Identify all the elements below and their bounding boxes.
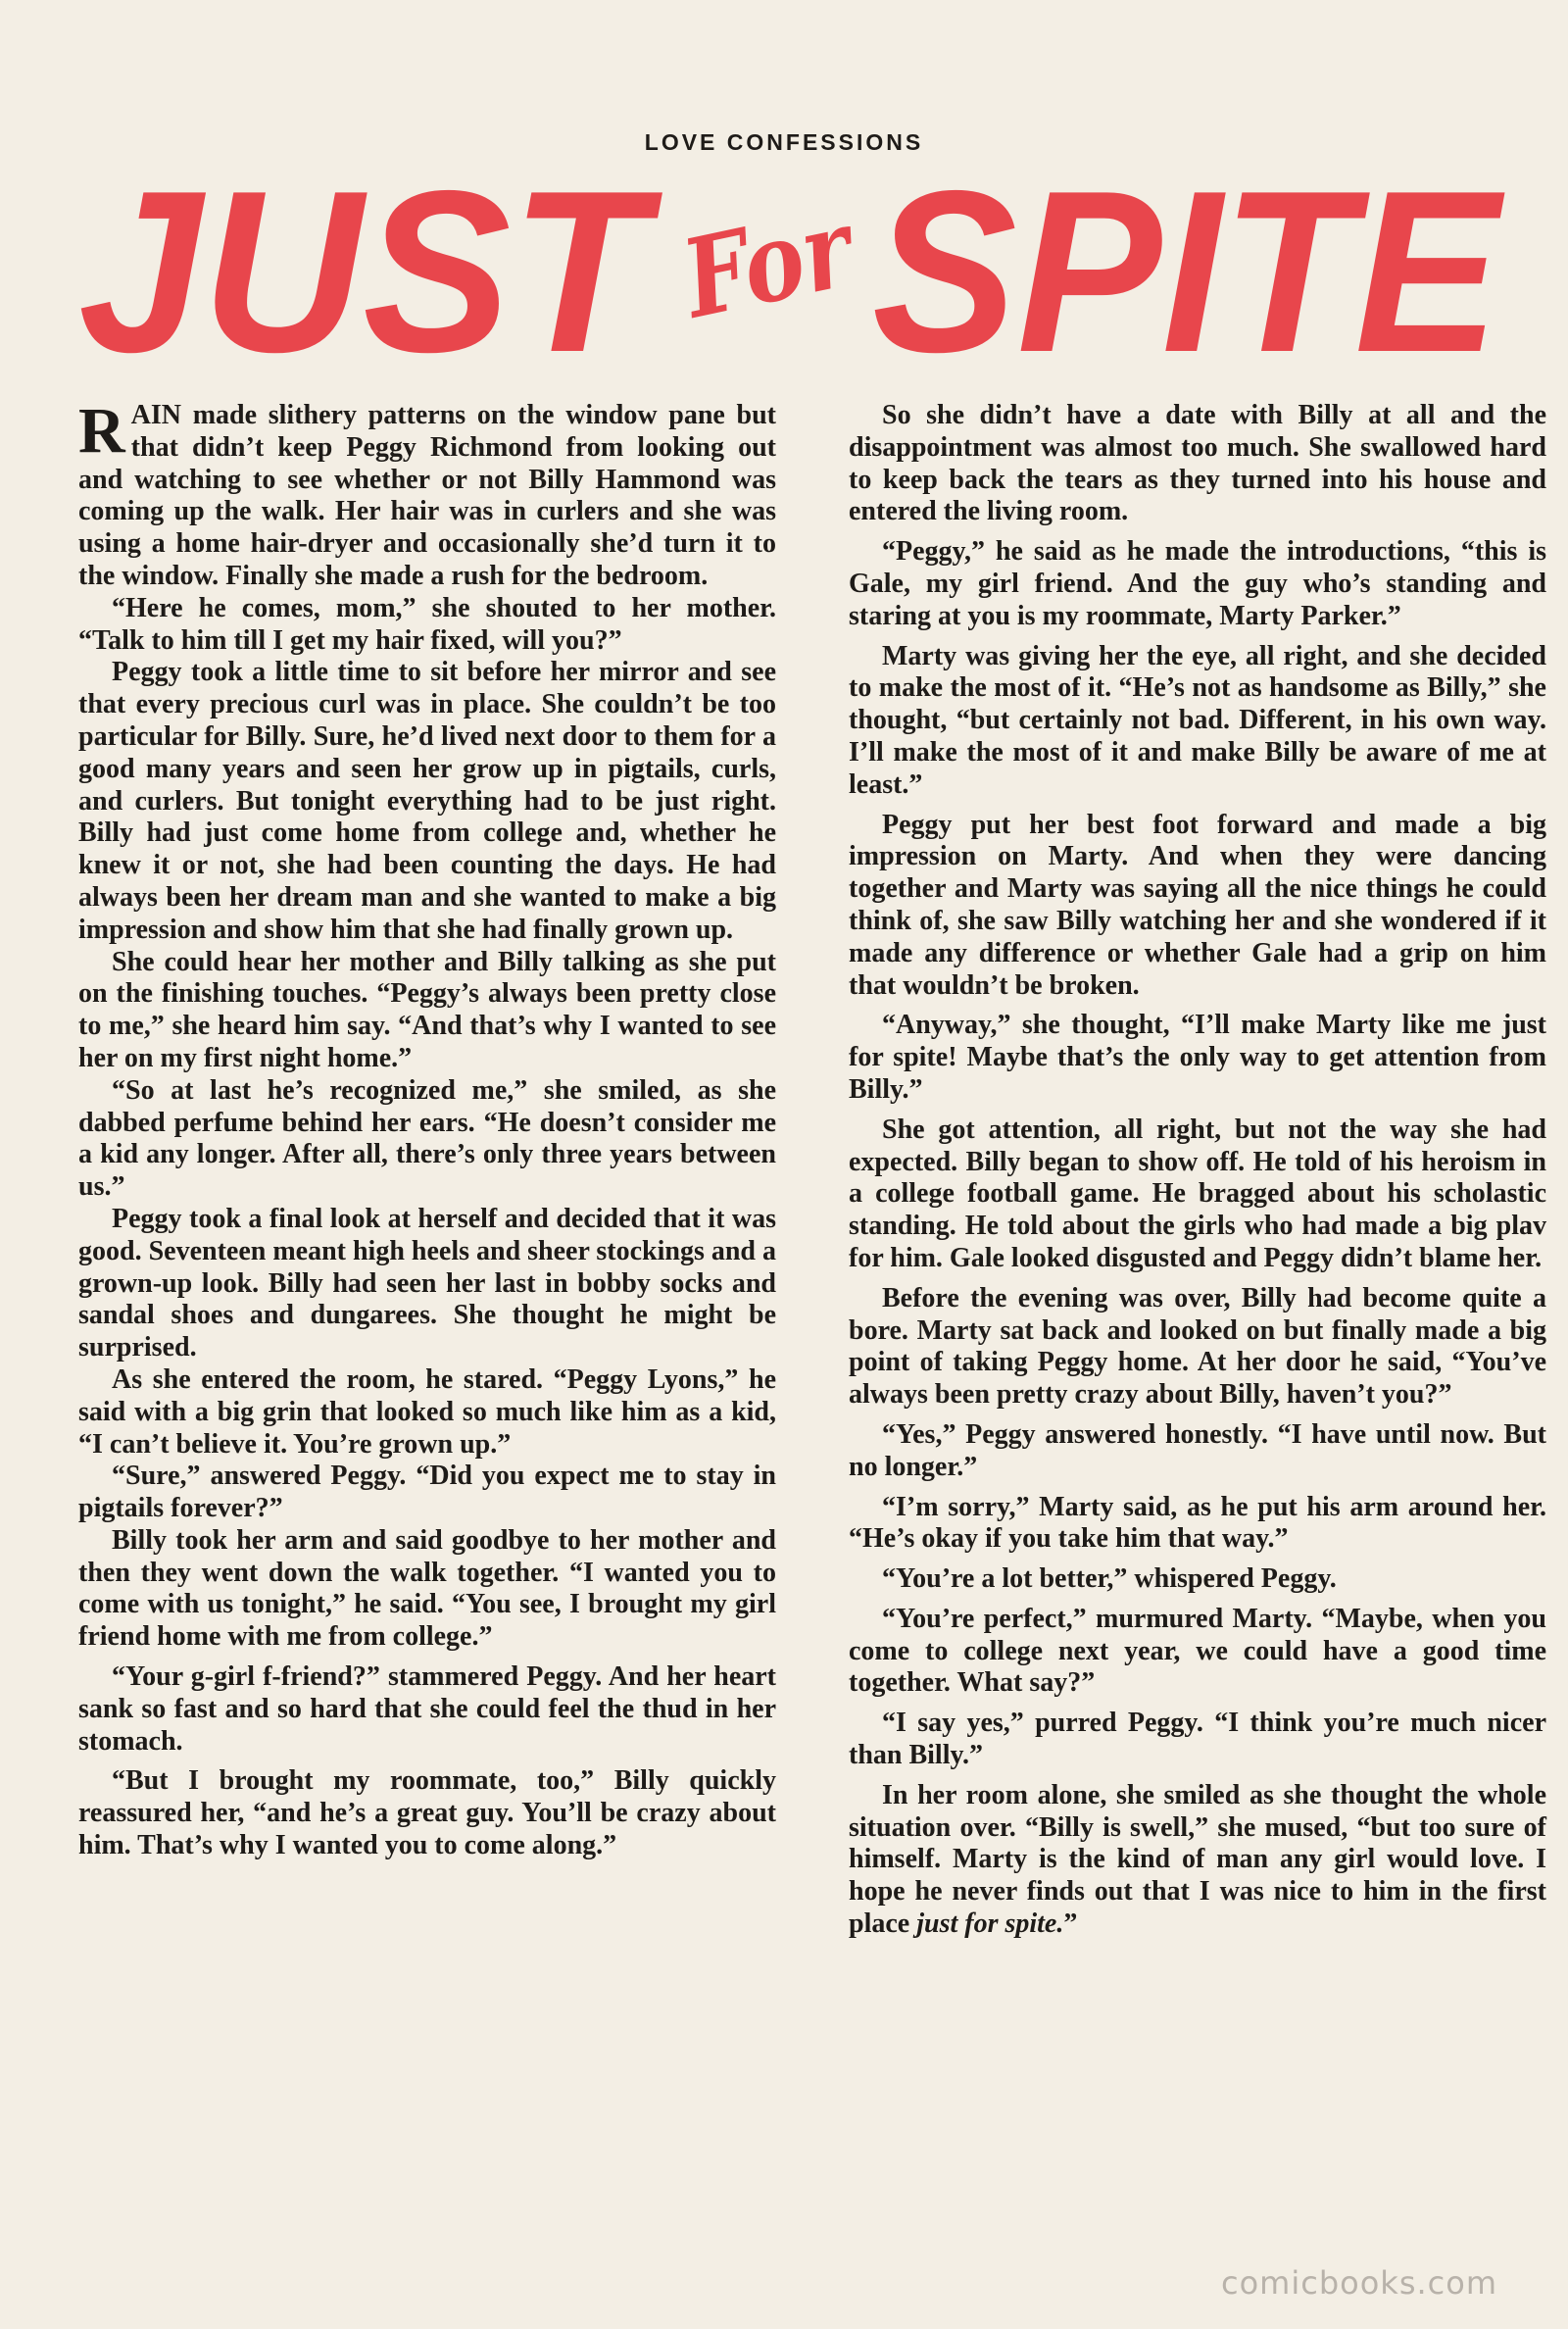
story-paragraph: So she didn’t have a date with Billy at all and the disappointment was almost too much. She swallowed hard to keep back the tears as they turned into his house and entered the living room. bbox=[849, 400, 1546, 527]
story-title bbox=[59, 155, 1529, 380]
story-paragraph: “Sure,” answered Peggy. “Did you expect me to stay in pigtails forever?” bbox=[78, 1461, 776, 1524]
title-word-just: JUST bbox=[78, 155, 663, 380]
story-paragraph-final: In her room alone, she smiled as she thought the whole situation over. “Billy is swell,” she mused, “but too sure of himself. Marty is the kind of man any girl would love. I hope he never finds out that I was nice to him in the first place just for spite.” bbox=[849, 1779, 1546, 1940]
story-paragraph: Before the evening was over, Billy had become quite a bore. Marty sat back and looked on but finally made a big point of taking Peggy home. At her door he said, “You’ve always been pretty crazy about Billy, haven’t you?” bbox=[849, 1282, 1546, 1411]
story-ending-italic: just for spite. bbox=[916, 1908, 1064, 1940]
story-column-left bbox=[78, 395, 777, 2184]
story-paragraph: “I’m sorry,” Marty said, as he put his arm around her. “He’s okay if you take him that way.” bbox=[849, 1491, 1546, 1555]
story-paragraph: “So at last he’s recognized me,” she smiled, as she dabbed perfume behind her ears. “He doesn’t consider me a kid any longer. After all, there’s only three years between us.” bbox=[78, 1074, 776, 1203]
story-paragraph: “You’re a lot better,” whispered Peggy. bbox=[882, 1563, 1337, 1595]
story-paragraph: Peggy took a final look at herself and decided that it was good. Seventeen meant high heels and sheer stockings and a grown-up look. Billy had seen her last in bobby socks and sandal shoes and dungarees. She thought he might be surprised. bbox=[78, 1203, 777, 1363]
story-paragraph: “I say yes,” purred Peggy. “I think you’re much nicer than Billy.” bbox=[849, 1708, 1546, 1771]
story-paragraph: “Here he comes, mom,” she shouted to her mother. “Talk to him till I get my hair fixed, will you?” bbox=[78, 592, 776, 656]
story-paragraph: Peggy put her best foot forward and made a big impression on Marty. And when they were dancing together and Marty was saying all the nice things he could think of, she saw Billy watching her and she wondered if it made any difference or whether Gale had a grip on him that wouldn’t be broken. bbox=[849, 809, 1546, 1001]
story-paragraph: “Anyway,” she thought, “I’ll make Marty like me just for spite! Maybe that’s the only way to get attention from Billy.” bbox=[849, 1010, 1546, 1105]
story-paragraph: RAIN made slithery patterns on the window pane but that didn’t keep Peggy Richmond from looking out and watching to see whether or not Billy Hammond was coming up the walk. Her hair was in curlers and she was using a home hair-dryer and occasionally she’d turn it to the window. Finally she made a rush for the bedroom. bbox=[78, 395, 776, 591]
magazine-header: LOVE CONFESSIONS bbox=[644, 129, 924, 155]
story-paragraph: As she entered the room, he stared. “Peggy Lyons,” he said with a big grin that looked so much like him as a kid, “I can’t believe it. You’re grown up.” bbox=[78, 1363, 776, 1460]
story-paragraph: “Yes,” Peggy answered honestly. “I have until now. But no longer.” bbox=[849, 1418, 1546, 1482]
story-paragraph: Marty was giving her the eye, all right, and she decided to make the most of it. “He’s not as handsome as Billy,” she thought, “but certainly not bad. Different, in his own way. I’ll make the most of it and make Billy be aware of me at least.” bbox=[849, 640, 1546, 800]
story-paragraph: “You’re perfect,” murmured Marty. “Maybe, when you come to college next year, we could have a good time together. What say?” bbox=[849, 1603, 1546, 1699]
story-paragraph: “Peggy,” he said as he made the introductions, “this is Gale, my girl friend. And the guy who’s standing and staring at you is my roommate, Marty Parker.” bbox=[849, 536, 1546, 631]
story-paragraph: Peggy took a little time to sit before her mirror and see that every precious curl was in place. She couldn’t be too particular for Billy. Sure, he’d lived next door to them for a good many years and seen her grow up in pigtails, curls, and curlers. But tonight everything had to be just right. Billy had just come home from college and, whether he knew it or not, she had been counting the days. He had always been her dream man and she wanted to make a big impression and show him that she had finally grown up. bbox=[78, 657, 776, 945]
title-word-spite: SPITE bbox=[872, 155, 1505, 380]
story-paragraph: “Your g-girl f-friend?” stammered Peggy. And her heart sank so fast and so hard that she could feel the thud in her stomach. bbox=[78, 1661, 776, 1757]
site-watermark: comicbooks.com bbox=[1220, 2264, 1497, 2302]
story-paragraph: She could hear her mother and Billy talking as she put on the finishing touches. “Peggy’s always been pretty close to me,” she heard him say. “And that’s why I wanted to see her on my first night home.” bbox=[78, 946, 776, 1073]
drop-cap: R bbox=[78, 395, 125, 467]
story-column-right bbox=[849, 400, 1546, 2184]
story-paragraph: She got attention, all right, but not the way she had expected. Billy began to show off. He told of his heroism in a college football game. He bragged about his scholastic standing. He told about the girls who had made a big plav for him. Gale looked disgusted and Peggy didn’t blame her. bbox=[849, 1114, 1546, 1273]
title-word-for: For bbox=[672, 176, 895, 343]
title-lettering bbox=[59, 155, 1529, 380]
story-paragraph: Billy took her arm and said goodbye to her mother and then they went down the walk together. “I wanted you to come with us tonight,” he said. “You see, I brought my girl friend home with me from college.” bbox=[78, 1524, 776, 1653]
story-paragraph: “But I brought my roommate, too,” Billy quickly reassured her, “and he’s a great guy. You’ll be crazy about him. That’s why I wanted you to come along.” bbox=[78, 1765, 776, 1861]
